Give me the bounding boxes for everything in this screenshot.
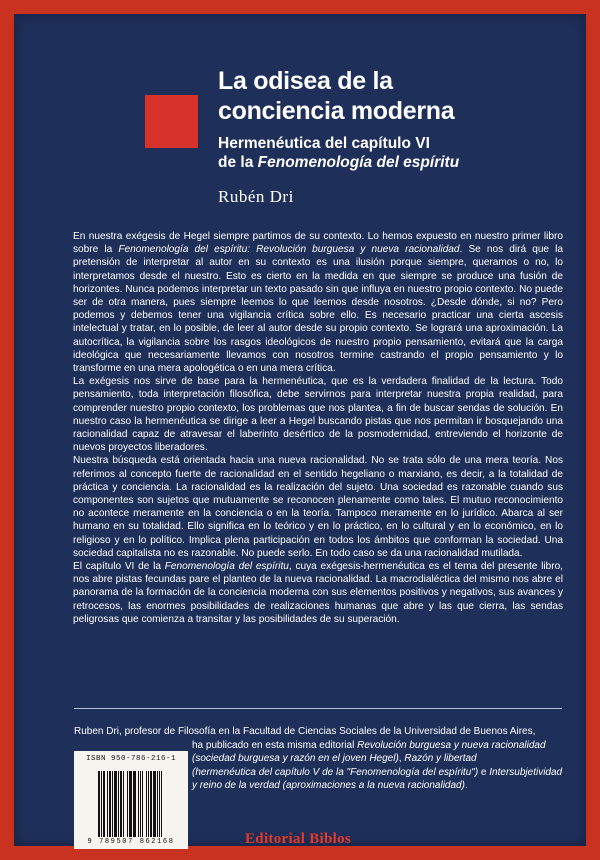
italic-text: (hermenéutica del capítulo V de la "Fenomenología del espíritu") — [192, 766, 479, 778]
blurb-paragraph — [73, 560, 563, 626]
bio-line — [74, 739, 562, 753]
bio-line — [74, 725, 562, 739]
author-name: Rubén Dri — [218, 187, 294, 206]
italic-text: (sociedad burguesa y razón en el joven Hegel) — [192, 753, 399, 764]
subtitle-line-2 — [218, 153, 459, 172]
text-run: Ruben Dri, profesor de Filosofía en la Facultad de Ciencias Sociales de la Universidad de Buenos Aires, — [74, 726, 536, 737]
blurb-paragraph — [73, 230, 563, 375]
text-run: La exégesis nos sirve de base para la hermenéutica, que es la verdadera finalidad de la lectura. Todo pensamiento, toda interpretación filosófica, debe servirnos para interpretar nuestra propia realidad, para comprender nuestro propio contexto, los problemas que nos plantea, a fin de buscar sendas de solución. En nuestro caso la hermenéutica se dirige a leer a Hegel buscando pistas que nos permitan ir bosquejando una racionalidad capaz de atravesar el laberinto desértico de la posmodernidad, entreviendo el horizonte de nuevos proyectos liberadores. — [73, 376, 563, 454]
subtitle-italic: Fenomenología del espíritu — [257, 154, 460, 171]
back-cover — [14, 14, 586, 846]
italic-text: Fenomenología del espíritu: Revolución burguesa y nueva racionalidad — [118, 244, 460, 256]
barcode — [74, 751, 188, 849]
text-run: , cuya exégesis-hermenéutica es el tema del presente libro, nos abre pistas fecundas pare el planteo de la nueva racionalidad. La macrodialéctica del mismo nos abre el panorama de la formación de la conciencia moderna con sus elementos positivos y negativos, sus avances y retrocesos, las enormes posibilidades de realizaciones humanas que abre y las que cierra, las sendas peligrosas que comienza a transitar y las posibilidades de su superación. — [73, 561, 563, 625]
italic-text: Intersubjetividad — [489, 766, 563, 778]
text-run: , — [398, 753, 405, 764]
publisher-logo: Editorial Biblos — [245, 831, 352, 847]
subtitle-prefix: de la — [218, 154, 258, 171]
text-run: . Se nos dirá que la pretensión de interpretar al autor en su contexto es una ilusión porque siempre, queramos o no, lo interpretamos desde el nuestro. Esto es cierto en la medida en que siempre se produce una fusión de horizontes. Nunca podemos interpretar un texto pasado sin que influya en nuestro propio contexto. No puede ser de otra manera, pues siempre leemos lo que leemos desde nosotros. ¿Desde dónde, si no? Pero podemos y debemos tener una vigilancia crítica sobre ello. Es necesario practicar una cierta ascesis intelectual y tratar, en lo posible, de leer al autor desde su propio contexto. Se logrará una aproximación. La autocrítica, la vigilancia sobre los rasgos ideológicos de nuestro propio pensamiento, evitará que la carga ideológica que necesariamente llevamos con nosotros termine castrando el propio pensamiento y lo transforme en una mera apologética o en una mera crítica. — [73, 244, 564, 375]
isbn-label: ISBN 950-786-216-1 — [85, 755, 176, 763]
italic-text: y reino de la verdad (aproximaciones a la nueva racionalidad) — [192, 780, 465, 791]
italic-text: Razón y libertad — [404, 753, 477, 764]
barcode-bar — [162, 771, 164, 837]
text-run: . — [464, 780, 468, 791]
title-line-1: La odisea de la — [218, 67, 393, 95]
barcode-bars — [79, 767, 183, 837]
italic-text: Fenomenología del espíritu — [164, 561, 289, 573]
title-line-2: conciencia moderna — [218, 97, 455, 125]
subtitle-line-1: Hermenéutica del capítulo VI — [218, 135, 430, 152]
text-run: Nuestra búsqueda está orientada hacia una nueva racionalidad. No se trata sólo de una mera teoría. Nos referimos al concepto fuerte de racionalidad en el sentido hegeliano o marxiano, es decir, a la totalidad de práctica y conciencia. La racionalidad es la realización del sujeto. Una sociedad es razonable cuando sus componentes son sujetos que mutuamente se reconocen plenamente como tales. El mutuo reconocimiento no acontece meramente en la conciencia o en la teoría. Tampoco meramente en lo jurídico. Abarca al ser humano en su totalidad. Ello significa en lo teórico y en lo práctico, en lo cultural y en lo económico, en lo religioso y en lo político. Implica plena participación en todos los ámbitos que conforman la sociedad. Una sociedad capitalista no es razonable. No puede serlo. En todo caso se da una racionalidad mutilada. — [73, 455, 563, 559]
text-run: En nuestra exégesis de Hegel siempre partimos de su contexto. Lo hemos expuesto en nuestro primer libro sobre la — [73, 231, 563, 256]
text-run: e — [478, 766, 490, 778]
book-title — [218, 66, 454, 126]
blurb-paragraph — [73, 454, 563, 560]
book-subtitle — [218, 134, 459, 172]
blurb-text — [73, 230, 563, 626]
italic-text: Revolución burguesa y nueva racionalidad — [357, 739, 546, 751]
text-run: El capítulo VI de la — [73, 561, 165, 573]
blurb-paragraph — [73, 375, 563, 454]
divider-line — [74, 708, 562, 709]
barcode-digits: 9 789507 862168 — [87, 838, 175, 846]
text-run: ha publicado en esta misma editorial — [192, 739, 358, 751]
red-square-ornament — [145, 95, 198, 148]
